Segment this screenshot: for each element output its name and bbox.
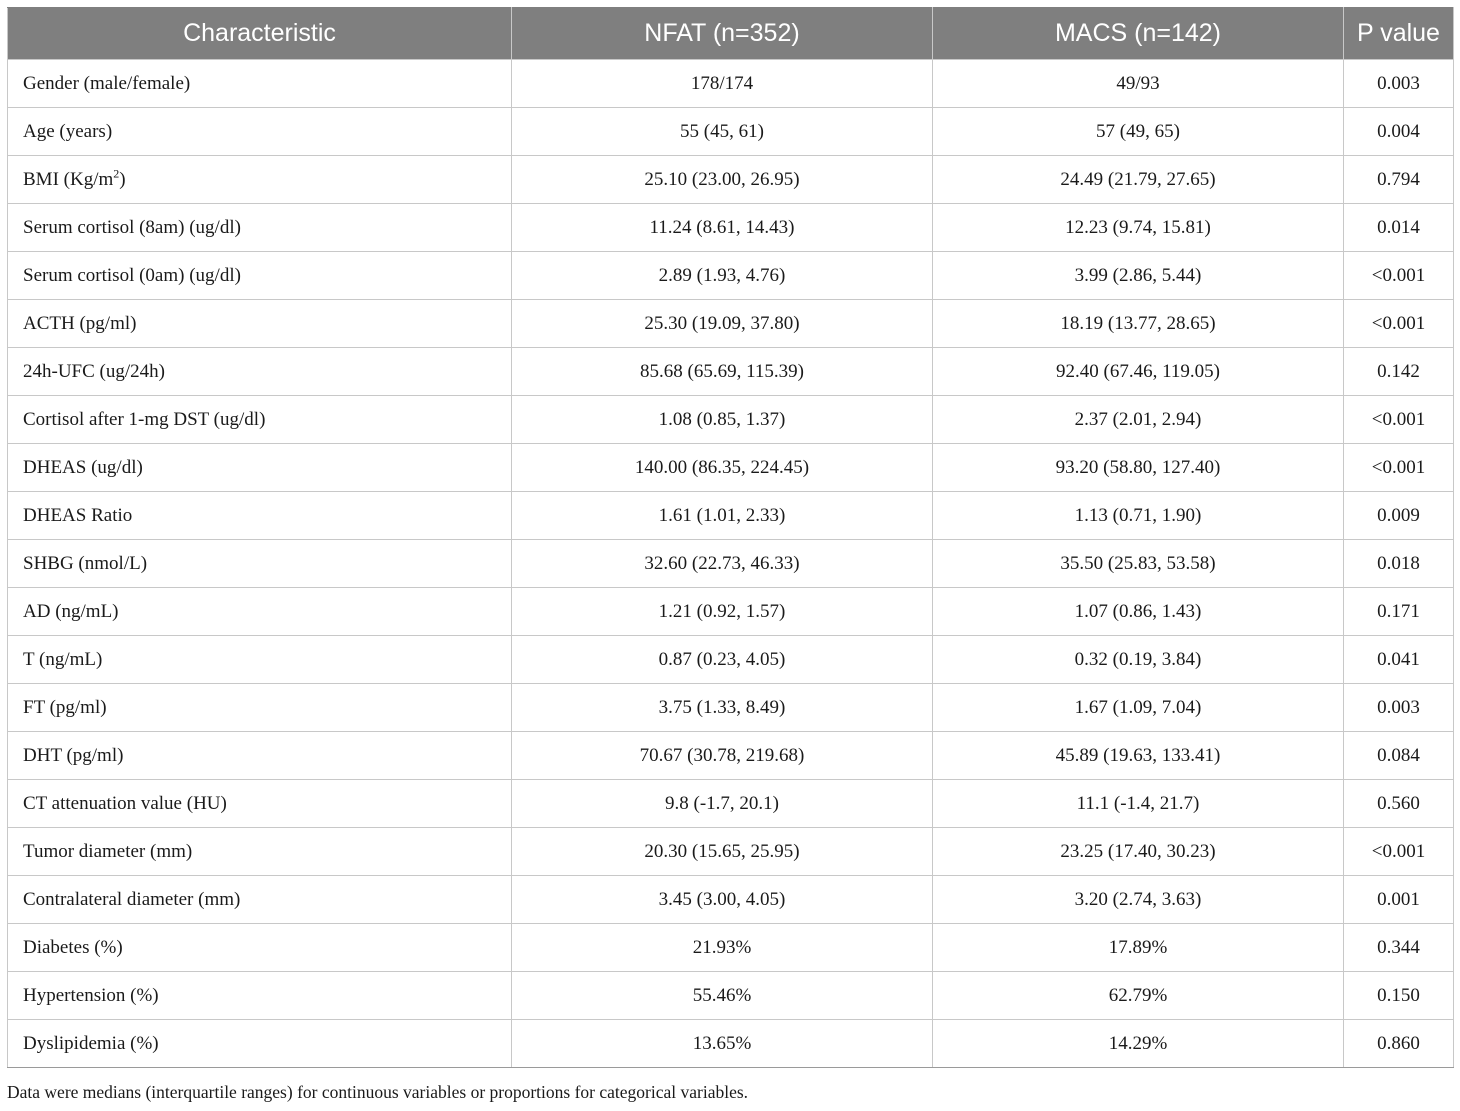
cell-p-value: 0.041 bbox=[1344, 636, 1454, 684]
characteristic-label: BMI (Kg/m bbox=[23, 168, 114, 190]
cell-nfat: 70.67 (30.78, 219.68) bbox=[512, 732, 933, 780]
cell-nfat: 11.24 (8.61, 14.43) bbox=[512, 204, 933, 252]
cell-nfat: 178/174 bbox=[512, 60, 933, 108]
cell-nfat: 21.93% bbox=[512, 924, 933, 972]
table-row bbox=[8, 156, 1454, 204]
characteristic-suffix: ) bbox=[119, 168, 126, 190]
characteristic-label: Gender (male/female) bbox=[23, 72, 191, 94]
cell-macs: 0.32 (0.19, 3.84) bbox=[933, 636, 1344, 684]
cell-characteristic bbox=[8, 636, 512, 684]
table-row bbox=[8, 588, 1454, 636]
cell-macs: 11.1 (-1.4, 21.7) bbox=[933, 780, 1344, 828]
cell-p-value: 0.084 bbox=[1344, 732, 1454, 780]
cell-nfat: 55.46% bbox=[512, 972, 933, 1020]
cell-macs: 2.37 (2.01, 2.94) bbox=[933, 396, 1344, 444]
cell-macs: 57 (49, 65) bbox=[933, 108, 1344, 156]
characteristic-label: ACTH (pg/ml) bbox=[23, 312, 137, 334]
table-row bbox=[8, 396, 1454, 444]
cell-nfat: 25.30 (19.09, 37.80) bbox=[512, 300, 933, 348]
cell-p-value: 0.004 bbox=[1344, 108, 1454, 156]
table-row bbox=[8, 108, 1454, 156]
cell-macs: 3.20 (2.74, 3.63) bbox=[933, 876, 1344, 924]
cell-characteristic bbox=[8, 588, 512, 636]
cell-macs: 12.23 (9.74, 15.81) bbox=[933, 204, 1344, 252]
cell-macs: 35.50 (25.83, 53.58) bbox=[933, 540, 1344, 588]
cell-characteristic bbox=[8, 156, 512, 204]
cell-p-value: 0.003 bbox=[1344, 60, 1454, 108]
cell-macs: 1.67 (1.09, 7.04) bbox=[933, 684, 1344, 732]
cell-p-value: 0.003 bbox=[1344, 684, 1454, 732]
table-row bbox=[8, 444, 1454, 492]
cell-p-value: 0.142 bbox=[1344, 348, 1454, 396]
cell-macs: 14.29% bbox=[933, 1020, 1344, 1068]
cell-characteristic bbox=[8, 876, 512, 924]
cell-nfat: 1.61 (1.01, 2.33) bbox=[512, 492, 933, 540]
cell-nfat: 0.87 (0.23, 4.05) bbox=[512, 636, 933, 684]
header-p-value: P value bbox=[1344, 8, 1454, 60]
table-row bbox=[8, 684, 1454, 732]
cell-macs: 3.99 (2.86, 5.44) bbox=[933, 252, 1344, 300]
cell-p-value: 0.171 bbox=[1344, 588, 1454, 636]
table-row bbox=[8, 204, 1454, 252]
cell-macs: 45.89 (19.63, 133.41) bbox=[933, 732, 1344, 780]
table-row bbox=[8, 636, 1454, 684]
cell-characteristic bbox=[8, 780, 512, 828]
cell-characteristic bbox=[8, 108, 512, 156]
cell-p-value: 0.344 bbox=[1344, 924, 1454, 972]
cell-characteristic bbox=[8, 300, 512, 348]
table-row bbox=[8, 60, 1454, 108]
cell-characteristic bbox=[8, 1020, 512, 1068]
cell-characteristic bbox=[8, 60, 512, 108]
characteristic-label: T (ng/mL) bbox=[23, 648, 103, 670]
cell-macs: 1.07 (0.86, 1.43) bbox=[933, 588, 1344, 636]
characteristic-label: Hypertension (%) bbox=[23, 984, 159, 1006]
characteristic-label: Serum cortisol (8am) (ug/dl) bbox=[23, 216, 241, 238]
characteristic-label: Tumor diameter (mm) bbox=[23, 840, 193, 862]
cell-characteristic bbox=[8, 204, 512, 252]
header-macs: MACS (n=142) bbox=[933, 8, 1344, 60]
cell-macs: 23.25 (17.40, 30.23) bbox=[933, 828, 1344, 876]
table-row bbox=[8, 924, 1454, 972]
table-row bbox=[8, 252, 1454, 300]
cell-macs: 18.19 (13.77, 28.65) bbox=[933, 300, 1344, 348]
cell-characteristic bbox=[8, 396, 512, 444]
table-header-row bbox=[8, 8, 1454, 60]
characteristics-table bbox=[7, 7, 1454, 1068]
cell-macs: 24.49 (21.79, 27.65) bbox=[933, 156, 1344, 204]
cell-nfat: 140.00 (86.35, 224.45) bbox=[512, 444, 933, 492]
cell-nfat: 25.10 (23.00, 26.95) bbox=[512, 156, 933, 204]
cell-nfat: 32.60 (22.73, 46.33) bbox=[512, 540, 933, 588]
cell-macs: 17.89% bbox=[933, 924, 1344, 972]
cell-p-value: 0.794 bbox=[1344, 156, 1454, 204]
cell-macs: 1.13 (0.71, 1.90) bbox=[933, 492, 1344, 540]
cell-macs: 49/93 bbox=[933, 60, 1344, 108]
cell-nfat: 85.68 (65.69, 115.39) bbox=[512, 348, 933, 396]
characteristic-label: DHT (pg/ml) bbox=[23, 744, 124, 766]
table-row bbox=[8, 732, 1454, 780]
characteristic-label: CT attenuation value (HU) bbox=[23, 792, 227, 814]
cell-p-value: 0.009 bbox=[1344, 492, 1454, 540]
characteristic-label: 24h-UFC (ug/24h) bbox=[23, 360, 165, 382]
cell-macs: 62.79% bbox=[933, 972, 1344, 1020]
table-body bbox=[8, 60, 1454, 1068]
header-nfat: NFAT (n=352) bbox=[512, 8, 933, 60]
cell-characteristic bbox=[8, 492, 512, 540]
cell-p-value: 0.018 bbox=[1344, 540, 1454, 588]
cell-nfat: 3.45 (3.00, 4.05) bbox=[512, 876, 933, 924]
table-row bbox=[8, 300, 1454, 348]
cell-nfat: 20.30 (15.65, 25.95) bbox=[512, 828, 933, 876]
cell-p-value: 0.014 bbox=[1344, 204, 1454, 252]
characteristic-superscript: 2 bbox=[113, 166, 120, 181]
cell-characteristic bbox=[8, 828, 512, 876]
cell-p-value: 0.560 bbox=[1344, 780, 1454, 828]
characteristic-label: Contralateral diameter (mm) bbox=[23, 888, 241, 910]
cell-characteristic bbox=[8, 444, 512, 492]
cell-macs: 93.20 (58.80, 127.40) bbox=[933, 444, 1344, 492]
characteristic-label: Serum cortisol (0am) (ug/dl) bbox=[23, 264, 241, 286]
table-row bbox=[8, 780, 1454, 828]
characteristic-label: FT (pg/ml) bbox=[23, 696, 107, 718]
cell-macs: 92.40 (67.46, 119.05) bbox=[933, 348, 1344, 396]
cell-p-value: <0.001 bbox=[1344, 828, 1454, 876]
table-row bbox=[8, 1020, 1454, 1068]
characteristic-label: Diabetes (%) bbox=[23, 936, 123, 958]
characteristic-label: AD (ng/mL) bbox=[23, 600, 119, 622]
cell-p-value: <0.001 bbox=[1344, 252, 1454, 300]
table-footnote: Data were medians (interquartile ranges) for continuous variables or proportions for categorical variables. bbox=[7, 1082, 749, 1102]
cell-characteristic bbox=[8, 732, 512, 780]
cell-characteristic bbox=[8, 252, 512, 300]
table-row bbox=[8, 492, 1454, 540]
characteristic-label: SHBG (nmol/L) bbox=[23, 552, 148, 574]
cell-characteristic bbox=[8, 348, 512, 396]
cell-nfat: 55 (45, 61) bbox=[512, 108, 933, 156]
characteristic-label: Dyslipidemia (%) bbox=[23, 1032, 159, 1054]
cell-nfat: 2.89 (1.93, 4.76) bbox=[512, 252, 933, 300]
table-row bbox=[8, 972, 1454, 1020]
table-row bbox=[8, 876, 1454, 924]
table-row bbox=[8, 540, 1454, 588]
characteristic-label: DHEAS (ug/dl) bbox=[23, 456, 143, 478]
cell-characteristic bbox=[8, 924, 512, 972]
cell-nfat: 1.21 (0.92, 1.57) bbox=[512, 588, 933, 636]
cell-characteristic bbox=[8, 684, 512, 732]
cell-characteristic bbox=[8, 972, 512, 1020]
table-row bbox=[8, 348, 1454, 396]
cell-nfat: 1.08 (0.85, 1.37) bbox=[512, 396, 933, 444]
characteristics-table-container bbox=[7, 7, 1453, 1068]
cell-nfat: 9.8 (-1.7, 20.1) bbox=[512, 780, 933, 828]
cell-p-value: <0.001 bbox=[1344, 396, 1454, 444]
cell-nfat: 3.75 (1.33, 8.49) bbox=[512, 684, 933, 732]
characteristic-label: Age (years) bbox=[23, 120, 113, 142]
table-row bbox=[8, 828, 1454, 876]
cell-p-value: 0.150 bbox=[1344, 972, 1454, 1020]
cell-p-value: <0.001 bbox=[1344, 444, 1454, 492]
cell-p-value: 0.001 bbox=[1344, 876, 1454, 924]
cell-p-value: 0.860 bbox=[1344, 1020, 1454, 1068]
characteristic-label: DHEAS Ratio bbox=[23, 504, 133, 526]
cell-characteristic bbox=[8, 540, 512, 588]
header-characteristic: Characteristic bbox=[8, 8, 512, 60]
cell-p-value: <0.001 bbox=[1344, 300, 1454, 348]
cell-nfat: 13.65% bbox=[512, 1020, 933, 1068]
characteristic-label: Cortisol after 1-mg DST (ug/dl) bbox=[23, 408, 266, 430]
